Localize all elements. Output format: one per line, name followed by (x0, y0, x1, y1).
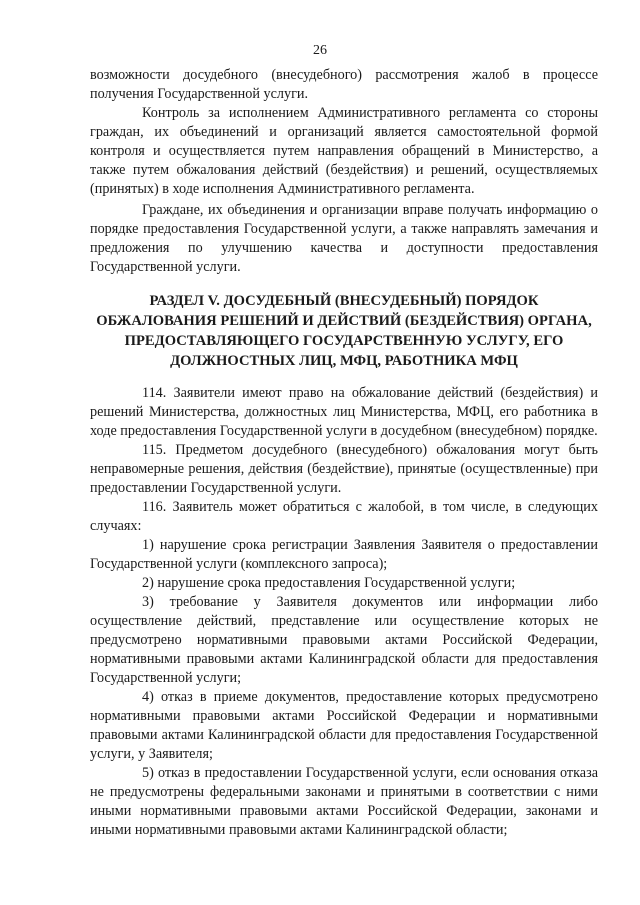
page-number: 26 (313, 43, 327, 58)
list-item: 5) отказ в предоставлении Государственной услуги, если основания отказа не предусмотрены федеральными законами и принятыми в соответствии с ними иными нормативными правовыми актами Российской Федерации, законами и иными нормативными правовыми актами Калининградской области; (90, 765, 598, 838)
paragraph: возможности досудебного (внесудебного) рассмотрения жалоб в процессе получения Государственной услуги. (90, 67, 598, 102)
paragraph: 115. Предметом досудебного (внесудебного) обжалования могут быть неправомерные решения, действия (бездействие), принятые (осуществленные) при предоставлении Государственной услуги. (90, 442, 598, 496)
paragraph: 114. Заявители имеют право на обжалование действий (бездействия) и решений Министерства, должностных лиц Министерства, МФЦ, его работника в ходе предоставления Государственной услуги в досудебном (внесудебном) порядке. (90, 385, 598, 439)
paragraph: Контроль за исполнением Административного регламента со стороны граждан, их объединений и организаций является самостоятельной формой контроля и осуществляется путем направления обращений в Министерство, а также путем обжалования действий (бездействия) и решений, осуществляемых (принятых) в ходе исполнения Административного регламента. (90, 105, 598, 197)
list-item: 1) нарушение срока регистрации Заявления Заявителя о предоставлении Государственной услуги (комплексного запроса); (90, 537, 598, 572)
document-body (90, 66, 598, 840)
paragraph: 116. Заявитель может обратиться с жалобой, в том числе, в следующих случаях: (90, 499, 598, 534)
list-item: 2) нарушение срока предоставления Государственной услуги; (142, 575, 516, 591)
list-item: 3) требование у Заявителя документов или информации либо осуществление действий, представление или осуществление которых не предусмотрено нормативными правовыми актами Российской Федерации, нормативными правовыми актами Калининградской области для предоставления Государственной услуги; (90, 594, 598, 686)
section-heading: РАЗДЕЛ V. ДОСУДЕБНЫЙ (ВНЕСУДЕБНЫЙ) ПОРЯДОК ОБЖАЛОВАНИЯ РЕШЕНИЙ И ДЕЙСТВИЙ (БЕЗДЕЙСТВИЯ) ОРГАНА, ПРЕДОСТАВЛЯЮЩЕГО ГОСУДАРСТВЕННУЮ УСЛУГУ, ЕГО ДОЛЖНОСТНЫХ ЛИЦ, МФЦ, РАБОТНИКА МФЦ (96, 293, 592, 369)
list-item: 4) отказ в приеме документов, предоставление которых предусмотрено нормативными правовыми актами Российской Федерации и нормативными правовыми актами Калининградской области для предоставления Государственной услуги, у Заявителя; (90, 689, 598, 762)
paragraph: Граждане, их объединения и организации вправе получать информацию о порядке предоставления Государственной услуги, а также направлять замечания и предложения по улучшению качества и доступности предоставления Государственной услуги. (90, 202, 598, 275)
